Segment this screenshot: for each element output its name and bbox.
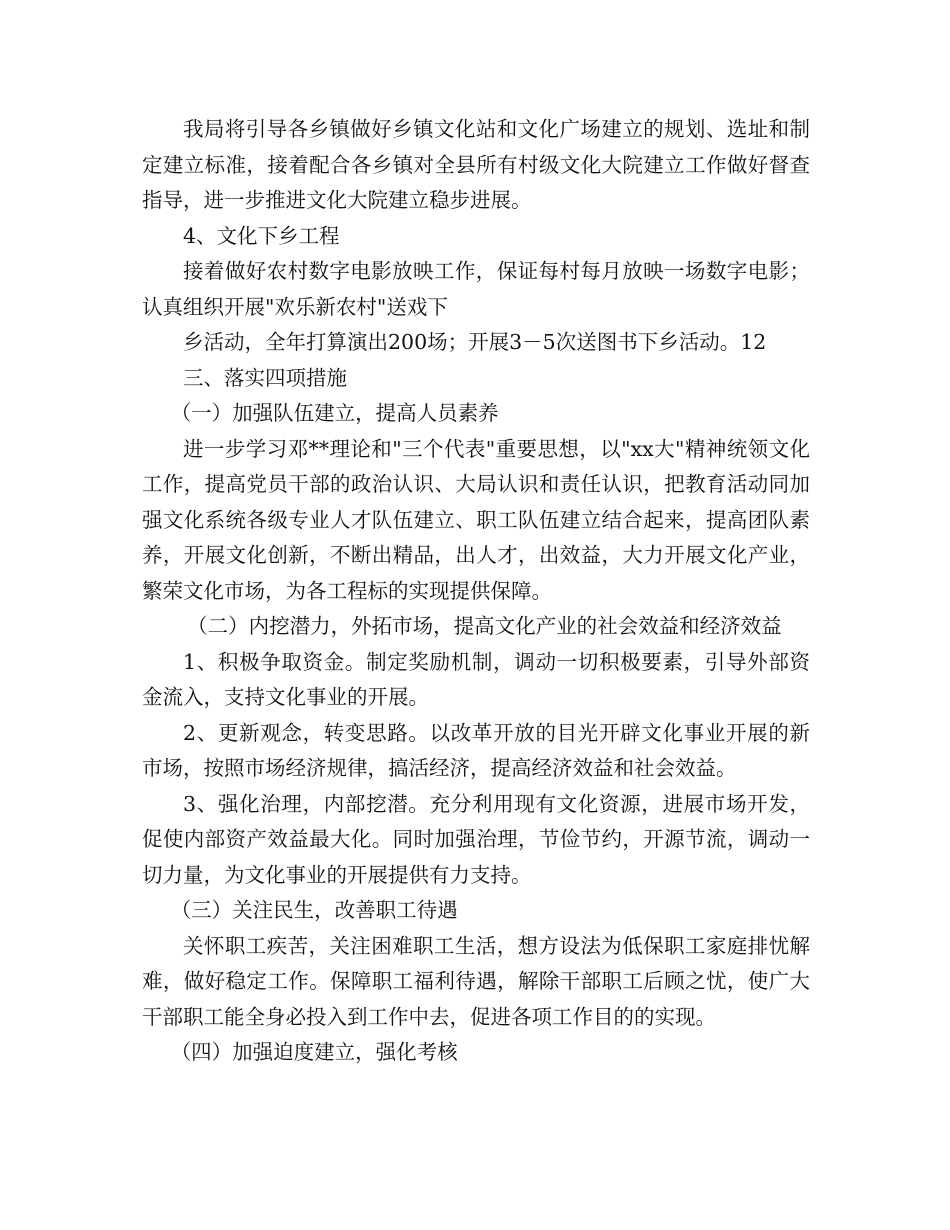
subheading-livelihood: （三）关注民生，改善职工待遇 — [170, 898, 458, 922]
paragraph-digital-film: 接着做好农村数字电影放映工作，保证每村每月放映一场数字电影；认真组织开展"欢乐新农村"送戏下 — [142, 259, 810, 319]
paragraph-management: 3、强化治理，内部挖潜。充分利用现有文化资源，进展市场开发，促使内部资产效益最大化。同时加强治理，节俭节约，开源节流，调动一切力量，为文化事业的开展提供有力支持。 — [142, 791, 810, 887]
paragraph-performances: 乡活动，全年打算演出200场；开展3－5次送图书下乡活动。12 — [183, 330, 767, 354]
paragraph-team-building: 进一步学习邓**理论和"三个代表"重要思想，以"xx大"精神统领文化工作，提高党员干部的政治认识、大局认识和责任认识，把教育活动同加强文化系统各级专业人才队伍建立、职工队伍建立结合起来，提高团队素养，开展文化创新，不断出精品，出人才，出效益，大力开展文化产业，繁荣文化市场，为各工程标的实现提供保障。 — [142, 436, 810, 603]
paragraph-livelihood: 关怀职工疾苦，关注困难职工生活，想方设法为低保职工家庭排忧解难，做好稳定工作。保障职工福利待遇，解除干部职工后顾之忧，使广大干部职工能全身必投入到工作中去，促进各项工作目的的实现。 — [142, 933, 810, 1029]
heading-culture-to-countryside: 4、文化下乡工程 — [183, 223, 340, 248]
paragraph-1: 我局将引导各乡镇做好乡镇文化站和文化广场建立的规划、选址和制定建立标准，接着配合各乡镇对全县所有村级文化大院建立工作做好督查指导，进一步推进文化大院建立稳步进展。 — [142, 117, 810, 212]
subheading-system-building: （四）加强迫度建立，强化考核 — [170, 1040, 458, 1064]
subheading-market: （二）内挖潜力，外拓市场，提高文化产业的社会效益和经济效益 — [187, 614, 782, 638]
paragraph-funding: 1、积极争取资金。制定奖励机制，调动一切积极要素，引导外部资金流入，支持文化事业的开展。 — [142, 649, 810, 709]
paragraph-concepts: 2、更新观念，转变思路。以改革开放的目光开辟文化事业开展的新市场，按照市场经济规律，搞活经济，提高经济效益和社会效益。 — [142, 720, 810, 780]
document-page — [142, 112, 810, 1071]
subheading-team-building: （一）加强队伍建立，提高人员素养 — [170, 401, 499, 425]
heading-four-measures: 三、落实四项措施 — [183, 365, 347, 390]
